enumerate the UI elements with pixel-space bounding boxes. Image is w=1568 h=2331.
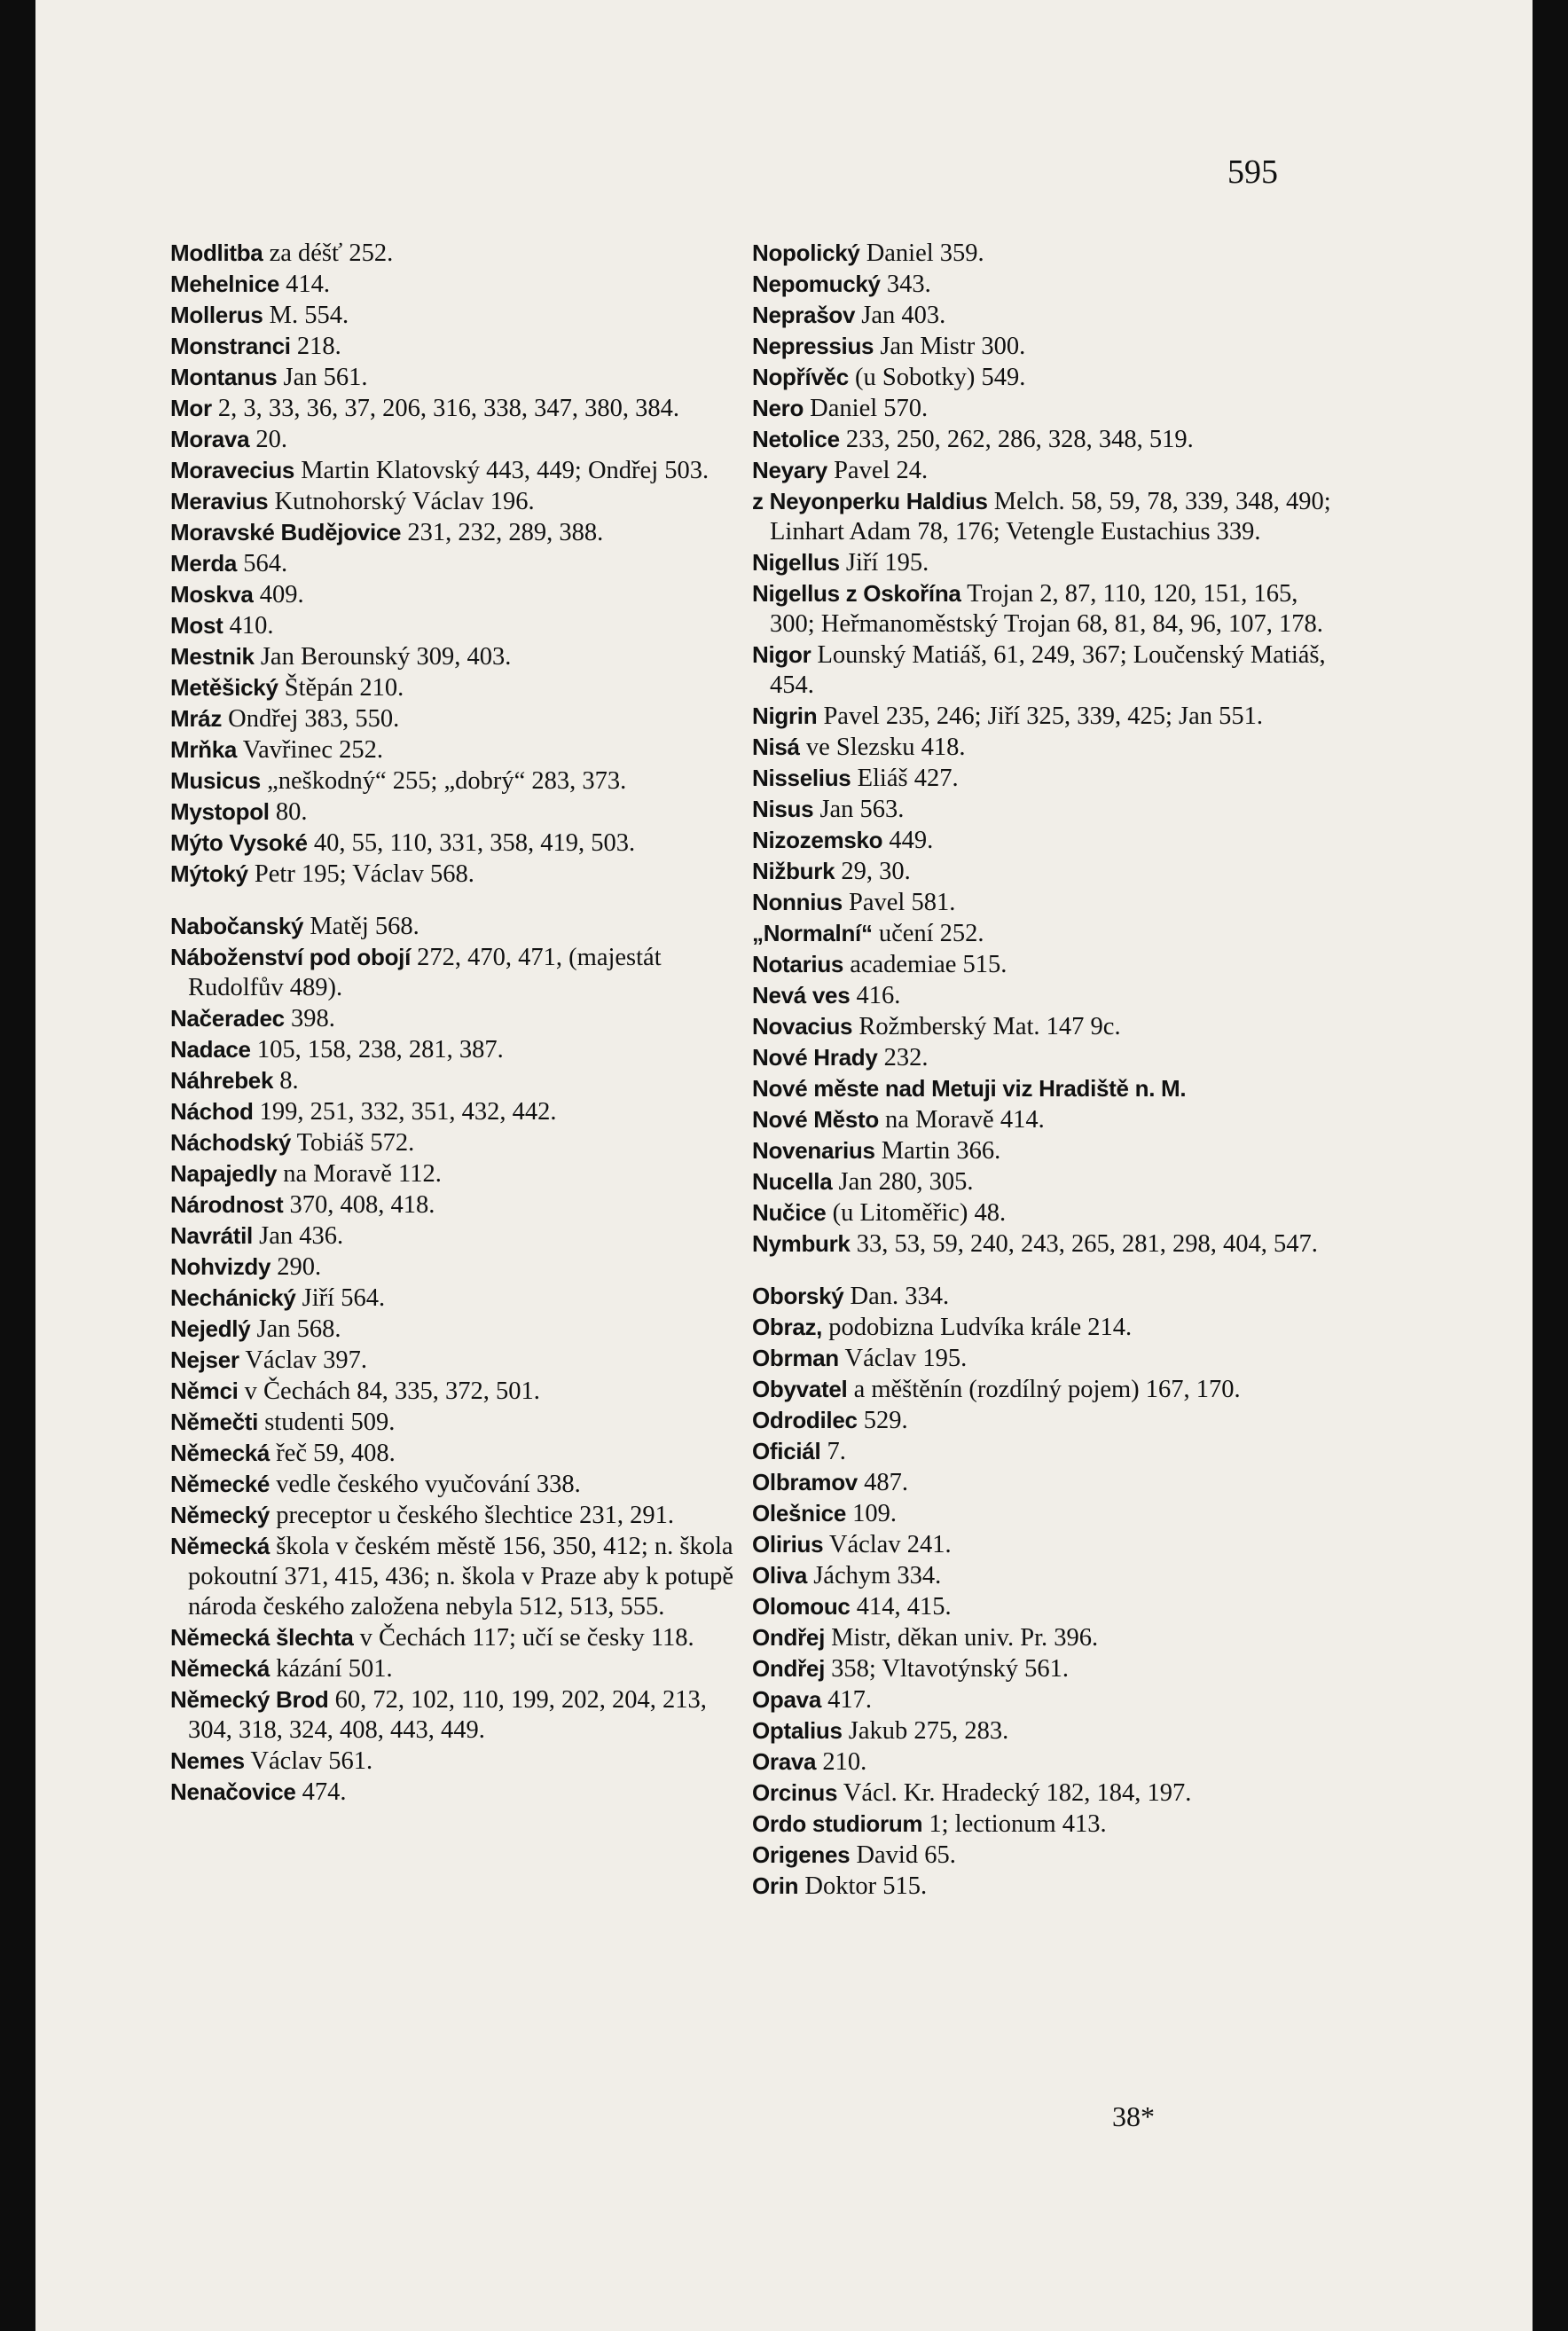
entry-references: Matěj 568.	[303, 913, 419, 940]
entry-references: Jan 563.	[813, 796, 905, 823]
entry-references: Rožmberský Mat. 147 9c.	[852, 1013, 1121, 1040]
entry-references: Dan. 334.	[843, 1283, 950, 1310]
index-entry	[752, 949, 1333, 980]
entry-references: 210.	[816, 1748, 867, 1776]
index-entry	[170, 1622, 751, 1653]
index-entry	[752, 424, 1333, 455]
entry-heading: Nové Město	[752, 1106, 879, 1133]
entry-heading: Origenes	[752, 1841, 851, 1868]
entry-heading: Obrman	[752, 1345, 839, 1371]
entry-heading: Olešnice	[752, 1500, 846, 1527]
entry-references: 487.	[857, 1469, 908, 1496]
entry-references: 29, 30.	[835, 858, 911, 885]
entry-references: Jakub 275, 283.	[842, 1717, 1009, 1745]
entry-heading: Nigrin	[752, 702, 818, 729]
entry-heading: Obraz,	[752, 1314, 823, 1340]
entry-heading: Němci	[170, 1377, 239, 1404]
entry-heading: Německý	[170, 1502, 270, 1528]
index-entry	[170, 1407, 751, 1438]
index-entry	[170, 672, 751, 703]
entry-heading: Nisus	[752, 796, 814, 822]
index-entry	[752, 331, 1333, 362]
entry-heading: Moskva	[170, 581, 254, 608]
index-entry	[752, 1467, 1333, 1498]
entry-references: za déšť 252.	[263, 239, 394, 267]
entry-references: Doktor 515.	[798, 1872, 928, 1900]
entry-heading: Optalius	[752, 1717, 843, 1744]
entry-references: Pavel 235, 246; Jiří 325, 339, 425; Jan 551.	[817, 702, 1264, 730]
index-entry	[752, 486, 1333, 547]
index-entry	[752, 1281, 1333, 1312]
index-entry	[170, 1252, 751, 1283]
entry-heading: Nevá ves	[752, 982, 851, 1009]
entry-references: 398.	[284, 1005, 335, 1032]
entry-references: 199, 251, 332, 351, 432, 442.	[253, 1098, 557, 1126]
entry-references: 409.	[253, 581, 304, 608]
entry-heading: Nohvizdy	[170, 1253, 271, 1280]
entry-references: (u Sobotky) 549.	[848, 364, 1026, 391]
index-entry	[170, 1777, 751, 1808]
entry-heading: Národnost	[170, 1191, 284, 1218]
index-entry	[752, 1405, 1333, 1436]
index-entry	[170, 641, 751, 672]
index-entry	[170, 455, 751, 486]
entry-references: 232.	[877, 1044, 929, 1071]
index-entry	[752, 1498, 1333, 1529]
index-entry	[752, 887, 1333, 918]
entry-references: Jan 561.	[277, 364, 368, 391]
index-entry	[170, 1003, 751, 1034]
index-entry	[752, 1715, 1333, 1746]
page-number: 595	[1227, 153, 1278, 191]
index-entry	[170, 579, 751, 610]
index-entry	[170, 1653, 751, 1684]
entry-references: 105, 158, 238, 281, 387.	[250, 1036, 504, 1063]
index-entry	[752, 1436, 1333, 1467]
entry-heading: Ordo studiorum	[752, 1810, 923, 1837]
entry-references: Eliáš 427.	[851, 765, 959, 792]
index-entry	[752, 1871, 1333, 1902]
entry-references: Daniel 359.	[859, 239, 984, 267]
entry-heading: Moravecius	[170, 457, 295, 483]
entry-heading: Napajedly	[170, 1160, 278, 1187]
entry-references: Pavel 581.	[842, 889, 956, 916]
index-entry	[752, 1011, 1333, 1042]
index-entry	[170, 486, 751, 517]
entry-heading: Olirius	[752, 1531, 824, 1558]
entry-heading: Nadace	[170, 1036, 251, 1063]
entry-references: 370, 408, 418.	[283, 1191, 435, 1219]
entry-references: řeč 59, 408.	[270, 1440, 396, 1467]
entry-references: Václ. Kr. Hradecký 182, 184, 197.	[837, 1779, 1192, 1807]
index-page	[35, 0, 1533, 2331]
entry-references: Pavel 24.	[827, 457, 929, 484]
index-entry	[752, 794, 1333, 825]
entry-heading: Německý Brod	[170, 1686, 329, 1713]
index-entry	[170, 942, 751, 1003]
index-entry	[752, 1104, 1333, 1135]
entry-references: 20.	[249, 426, 287, 453]
entry-heading: Náchod	[170, 1098, 254, 1125]
index-entry	[170, 1376, 751, 1407]
entry-references: (u Litoměřic) 48.	[826, 1199, 1007, 1227]
index-entry	[170, 1345, 751, 1376]
index-entry	[170, 393, 751, 424]
index-entry	[752, 1197, 1333, 1228]
entry-references: Jan 280, 305.	[832, 1168, 974, 1196]
entry-references: 109.	[846, 1500, 897, 1527]
index-entry	[170, 1034, 751, 1065]
entry-heading: Nisselius	[752, 765, 851, 791]
entry-heading: Náboženství pod obojí	[170, 944, 412, 970]
entry-references: 414, 415.	[850, 1593, 952, 1621]
index-entry	[752, 362, 1333, 393]
index-entry	[170, 1189, 751, 1220]
index-entry	[752, 1653, 1333, 1684]
entry-references: Václav 397.	[239, 1346, 368, 1374]
entry-references: 1; lectionum 413.	[922, 1810, 1107, 1838]
entry-references: Martin Klatovský 443, 449; Ondřej 503.	[294, 457, 710, 484]
entry-heading: Nižburk	[752, 858, 835, 884]
index-entry	[170, 1314, 751, 1345]
entry-heading: Moravské Budějovice	[170, 519, 402, 545]
index-entry	[752, 1135, 1333, 1166]
entry-references: Jiří 195.	[839, 549, 929, 577]
entry-references: 529.	[857, 1407, 908, 1434]
index-entry	[752, 1073, 1333, 1104]
index-entry	[170, 610, 751, 641]
entry-heading: Nopolický	[752, 239, 860, 266]
entry-heading: Nepomucký	[752, 271, 881, 297]
index-entry	[752, 640, 1333, 701]
entry-references: škola v českém městě 156, 350, 412; n. škola pokoutní 371, 415, 436; n. škola v Praze aby k potupě národa českého založena nebyla 512, 513, 555.	[188, 1533, 734, 1621]
entry-references: 272, 470, 471, (majestát Rudolfův 489).	[188, 944, 662, 1001]
entry-heading: Německá	[170, 1655, 270, 1682]
index-entry	[752, 578, 1333, 640]
entry-references: Jan 568.	[250, 1315, 341, 1343]
entry-heading: Nučice	[752, 1199, 827, 1226]
entry-heading: Metěšický	[170, 674, 278, 701]
entry-heading: Musicus	[170, 767, 261, 794]
entry-heading: Merda	[170, 550, 238, 577]
entry-references: Jáchym 334.	[807, 1562, 942, 1589]
entry-heading: Orin	[752, 1872, 799, 1899]
entry-references: v Čechách 117; učí se česky 118.	[353, 1624, 694, 1652]
entry-references: 33, 53, 59, 240, 243, 265, 281, 298, 404, 547.	[850, 1230, 1318, 1258]
entry-references: 60, 72, 102, 110, 199, 202, 204, 213, 304, 318, 324, 408, 443, 449.	[188, 1686, 707, 1744]
entry-heading: Most	[170, 612, 223, 639]
entry-heading: Nopřívěc	[752, 364, 849, 390]
entry-heading: Nechánický	[170, 1284, 296, 1311]
index-entry	[752, 455, 1333, 486]
index-entry	[752, 1622, 1333, 1653]
index-entry	[170, 1065, 751, 1096]
entry-references: 414.	[279, 271, 331, 298]
entry-heading: Notarius	[752, 951, 844, 977]
index-entry	[752, 547, 1333, 578]
index-entry	[752, 269, 1333, 300]
entry-heading: Morava	[170, 426, 250, 452]
entry-heading: Nenačovice	[170, 1778, 296, 1805]
index-entry	[752, 393, 1333, 424]
entry-references: Petr 195; Václav 568.	[247, 860, 474, 888]
index-entry	[170, 703, 751, 734]
entry-heading: Nymburk	[752, 1230, 851, 1257]
index-entry	[752, 300, 1333, 331]
index-entry	[170, 1096, 751, 1127]
entry-references: Ondřej 383, 550.	[222, 705, 400, 733]
index-entry	[170, 1746, 751, 1777]
index-entry	[170, 331, 751, 362]
index-entry	[752, 1746, 1333, 1778]
entry-references: Václav 561.	[244, 1747, 373, 1775]
entry-heading: Orava	[752, 1748, 817, 1775]
entry-references: 8.	[273, 1067, 299, 1095]
index-entry	[752, 732, 1333, 763]
entry-references: vedle českého vyučování 338.	[270, 1471, 581, 1498]
index-column-left	[170, 238, 751, 1808]
entry-references: academiae 515.	[843, 951, 1007, 978]
entry-references: Trojan 2, 87, 110, 120, 151, 165, 300; Heřmanoměstský Trojan 68, 81, 84, 96, 107, 178.	[770, 580, 1323, 638]
entry-heading: Opava	[752, 1686, 821, 1713]
entry-references: 290.	[270, 1253, 322, 1281]
entry-references: 231, 232, 289, 388.	[401, 519, 604, 546]
index-entry	[752, 856, 1333, 887]
entry-heading: Oborský	[752, 1283, 844, 1309]
entry-heading: Mollerus	[170, 302, 263, 328]
entry-references: Mistr, děkan univ. Pr. 396.	[825, 1624, 1099, 1652]
entry-heading: Nonnius	[752, 889, 843, 915]
entry-heading: Novacius	[752, 1013, 853, 1040]
entry-heading: Olomouc	[752, 1593, 851, 1620]
entry-references: 564.	[237, 550, 288, 577]
index-entry	[752, 1343, 1333, 1374]
signature-mark: 38*	[1112, 2100, 1155, 2132]
entry-references: kázání 501.	[270, 1655, 393, 1683]
entry-heading: Odrodilec	[752, 1407, 858, 1433]
entry-heading: Německé	[170, 1471, 270, 1497]
entry-heading: Ondřej	[752, 1655, 825, 1682]
entry-references: na Moravě 112.	[277, 1160, 442, 1188]
entry-heading: Orcinus	[752, 1779, 838, 1806]
entry-references: preceptor u českého šlechtice 231, 291.	[270, 1502, 674, 1529]
entry-heading: Montanus	[170, 364, 278, 390]
entry-references: 40, 55, 110, 331, 358, 419, 503.	[307, 829, 636, 857]
index-entry	[752, 1840, 1333, 1871]
entry-heading: Oliva	[752, 1562, 808, 1589]
index-entry	[170, 734, 751, 765]
entry-heading: Načeradec	[170, 1005, 285, 1032]
index-entry	[752, 701, 1333, 732]
entry-heading: „Normalní“	[752, 920, 873, 946]
index-entry	[170, 1127, 751, 1158]
entry-references: Melch. 58, 59, 78, 339, 348, 490; Linhart Adam 78, 176; Vetengle Eustachius 339.	[770, 488, 1331, 545]
entry-heading: Navrátil	[170, 1222, 253, 1249]
entry-references: 416.	[850, 982, 901, 1009]
entry-heading: Novenarius	[752, 1137, 875, 1164]
index-entry	[752, 980, 1333, 1011]
entry-references: studenti 509.	[258, 1409, 396, 1436]
entry-references: Jan Mistr 300.	[874, 333, 1026, 360]
index-entry	[170, 1500, 751, 1531]
entry-heading: Nejser	[170, 1346, 239, 1373]
entry-heading: Mýto Vysoké	[170, 829, 308, 856]
index-entry	[752, 1684, 1333, 1715]
entry-references: David 65.	[850, 1841, 956, 1869]
index-entry	[752, 763, 1333, 794]
index-entry	[170, 1684, 751, 1746]
index-entry	[170, 1158, 751, 1189]
entry-heading: Neyary	[752, 457, 827, 483]
index-entry	[752, 1591, 1333, 1622]
entry-references: M. 554.	[263, 302, 349, 329]
entry-references: ve Slezsku 418.	[799, 734, 966, 761]
entry-heading: Monstranci	[170, 333, 291, 359]
entry-references: 233, 250, 262, 286, 328, 348, 519.	[839, 426, 1194, 453]
entry-heading: Mýtoký	[170, 860, 248, 887]
entry-references: 343.	[880, 271, 931, 298]
entry-heading: Nové měste nad Metuji viz Hradiště n. M.	[752, 1075, 1187, 1102]
entry-heading: Mystopol	[170, 798, 270, 825]
index-entry	[752, 1312, 1333, 1343]
entry-references: 358; Vltavotýnský 561.	[825, 1655, 1069, 1683]
index-entry	[170, 517, 751, 548]
entry-references: Daniel 570.	[804, 395, 929, 422]
entry-references: 7.	[820, 1438, 846, 1465]
entry-references: Jan 403.	[855, 302, 946, 329]
index-entry	[170, 362, 751, 393]
entry-references: 2, 3, 33, 36, 37, 206, 316, 338, 347, 380, 384.	[211, 395, 680, 422]
entry-heading: Nizozemsko	[752, 827, 883, 853]
index-entry	[170, 238, 751, 269]
entry-references: na Moravě 414.	[878, 1106, 1045, 1134]
index-entry	[752, 1560, 1333, 1591]
entry-references: Tobiáš 572.	[291, 1129, 415, 1157]
index-entry	[170, 797, 751, 828]
index-entry	[752, 1529, 1333, 1560]
entry-references: Václav 241.	[823, 1531, 952, 1558]
index-entry	[170, 1283, 751, 1314]
entry-references: 410.	[223, 612, 274, 640]
entry-heading: Obyvatel	[752, 1376, 848, 1402]
index-entry	[170, 269, 751, 300]
index-entry	[170, 1531, 751, 1622]
entry-heading: Nové Hrady	[752, 1044, 878, 1071]
index-entry	[752, 238, 1333, 269]
index-entry	[170, 911, 751, 942]
entry-references: Vavřinec 252.	[237, 736, 383, 764]
entry-references: Štěpán 210.	[278, 674, 404, 702]
entry-heading: Mrňka	[170, 736, 238, 763]
entry-heading: Náhrebek	[170, 1067, 274, 1094]
entry-references: 417.	[821, 1686, 872, 1714]
entry-heading: Modlitba	[170, 239, 263, 266]
entry-heading: z Neyonperku Haldius	[752, 488, 988, 514]
index-column-right	[752, 238, 1333, 1902]
entry-heading: Mor	[170, 395, 212, 421]
index-entry	[170, 424, 751, 455]
entry-heading: Němečti	[170, 1409, 259, 1435]
index-entry	[752, 1809, 1333, 1840]
entry-heading: Nucella	[752, 1168, 833, 1195]
entry-references: 449.	[882, 827, 934, 854]
entry-references: Václav 195.	[838, 1345, 968, 1372]
entry-heading: Ondřej	[752, 1624, 825, 1651]
index-entry	[752, 1166, 1333, 1197]
entry-references: Jan Berounský 309, 403.	[254, 643, 512, 671]
entry-heading: Nejedlý	[170, 1315, 251, 1342]
entry-heading: Nigor	[752, 641, 811, 668]
index-entry	[752, 1374, 1333, 1405]
entry-references: 474.	[295, 1778, 347, 1806]
entry-references: Martin 366.	[874, 1137, 1001, 1165]
entry-references: učení 252.	[872, 920, 984, 947]
entry-references: 80.	[269, 798, 308, 826]
entry-heading: Nero	[752, 395, 804, 421]
entry-heading: Náchodský	[170, 1129, 292, 1156]
index-entry	[752, 1778, 1333, 1809]
entry-heading: Německá šlechta	[170, 1624, 354, 1651]
index-entry	[170, 859, 751, 890]
entry-heading: Mestnik	[170, 643, 255, 670]
entry-heading: Nabočanský	[170, 913, 304, 939]
index-entry	[752, 1228, 1333, 1260]
entry-references: Jiří 564.	[295, 1284, 386, 1312]
entry-heading: Mráz	[170, 705, 223, 732]
entry-heading: Netolice	[752, 426, 840, 452]
entry-references: a měštěnín (rozdílný pojem) 167, 170.	[847, 1376, 1241, 1403]
entry-heading: Nisá	[752, 734, 800, 760]
entry-references: „neškodný“ 255; „dobrý“ 283, 373.	[260, 767, 627, 795]
entry-heading: Nigellus	[752, 549, 840, 576]
index-entry	[752, 918, 1333, 949]
index-entry	[170, 765, 751, 797]
entry-heading: Olbramov	[752, 1469, 858, 1495]
entry-heading: Nigellus z Oskořína	[752, 580, 961, 607]
entry-heading: Neprašov	[752, 302, 856, 328]
entry-heading: Meravius	[170, 488, 269, 514]
index-entry	[170, 1469, 751, 1500]
entry-heading: Německá	[170, 1440, 270, 1466]
entry-references: 218.	[290, 333, 341, 360]
entry-heading: Oficiál	[752, 1438, 821, 1464]
index-entry	[170, 1220, 751, 1252]
entry-heading: Nepressius	[752, 333, 874, 359]
entry-references: podobizna Ludvíka krále 214.	[822, 1314, 1133, 1341]
index-entry	[170, 828, 751, 859]
index-entry	[170, 548, 751, 579]
entry-heading: Mehelnice	[170, 271, 280, 297]
index-entry	[170, 300, 751, 331]
entry-heading: Nemes	[170, 1747, 245, 1774]
index-entry	[752, 825, 1333, 856]
index-entry	[752, 1042, 1333, 1073]
entry-references: Kutnohorský Václav 196.	[268, 488, 535, 515]
entry-references: v Čechách 84, 335, 372, 501.	[238, 1377, 540, 1405]
index-entry	[170, 1438, 751, 1469]
entry-references: Lounský Matiáš, 61, 249, 367; Loučenský Matiáš, 454.	[770, 641, 1326, 699]
entry-references: Jan 436.	[252, 1222, 344, 1250]
entry-heading: Německá	[170, 1533, 270, 1559]
